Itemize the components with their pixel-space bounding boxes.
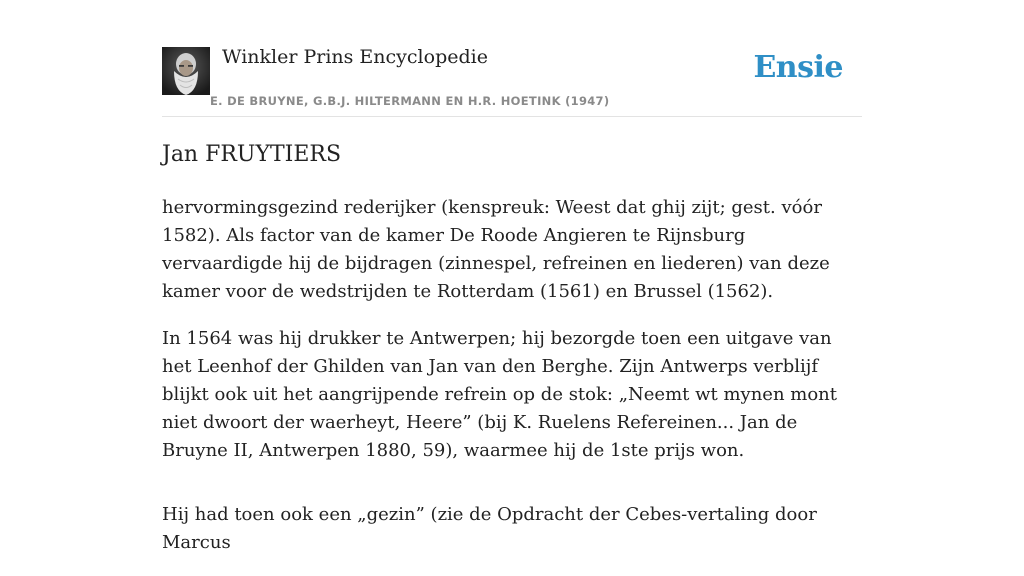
article [162,138,862,576]
article-title: Jan FRUYTIERS [162,142,342,167]
article-paragraph: Hij had toen ook een „gezin” (zie de Opdracht der Cebes-vertaling door Marcus [162,504,817,553]
bearded-man-avatar-icon[interactable] [162,47,210,95]
authors-line: E. DE BRUYNE, G.B.J. HILTERMANN EN H.R. HOETINK (1947) [210,94,610,108]
site-title[interactable]: Winkler Prins Encyclopedie [222,46,488,68]
article-paragraph: hervormingsgezind rederijker (kenspreuk: Weest dat ghij zijt; gest. vóór 1582). Als factor van de kamer De Roode Angieren te Rijnsburg vervaardigde hij de bijdragen (zinnespel, refreinen en liederen) van deze kamer voor de wedstrijden te Rotterdam (1561) en Brussel (1562). [162,197,830,302]
article-paragraph: In 1564 was hij drukker te Antwerpen; hij bezorgde toen een uitgave van het Leenhof der Ghilden van Jan van den Berghe. Zijn Antwerps verblijf blijkt ook uit het aangrijpende refrein op de stok: „Neemt wt mynen mont niet dwoort der waerheyt, Heere” (bij K. Ruelens Refereinen... Jan de Bruyne II, Antwerpen 1880, 59), waarmee hij de 1ste prijs won. [162,328,837,461]
brand-logo-link[interactable]: Ensie [753,50,843,85]
site-header [162,0,862,117]
